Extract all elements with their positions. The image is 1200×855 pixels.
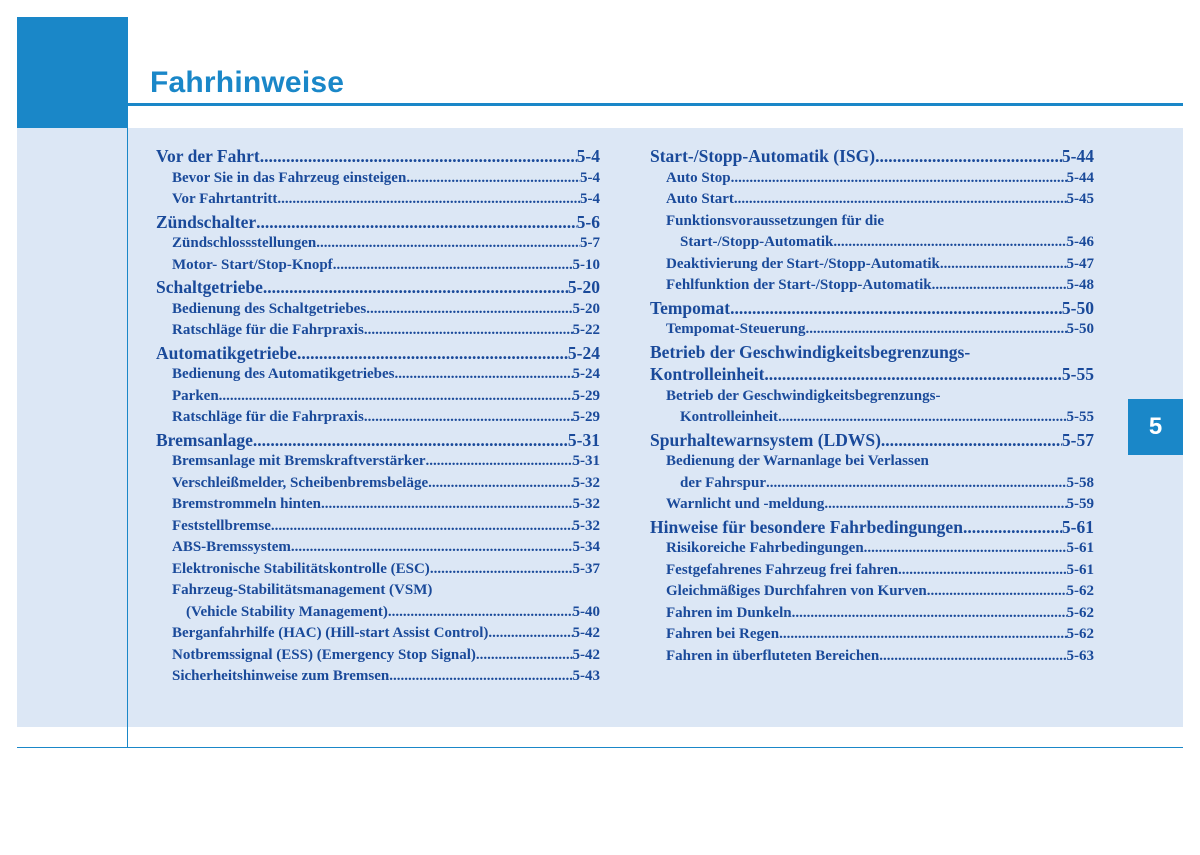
toc-entry-page: 5-4 bbox=[580, 169, 600, 186]
toc-entry-label: Notbremssignal (ESS) (Emergency Stop Signal) bbox=[172, 646, 476, 663]
toc-subsection-entry[interactable] bbox=[650, 319, 1094, 341]
toc-subsection-entry[interactable] bbox=[650, 494, 1094, 516]
toc-entry-label: Start-/Stopp-Automatik bbox=[680, 234, 834, 250]
toc-dot-leader bbox=[297, 342, 568, 365]
toc-dot-leader bbox=[881, 429, 1062, 452]
toc-entry-label: der Fahrspur bbox=[680, 474, 766, 491]
toc-dot-leader bbox=[406, 168, 580, 190]
toc-subsection-entry[interactable] bbox=[650, 254, 1094, 276]
toc-entry-label: Sicherheitshinweise zum Bremsen bbox=[172, 668, 390, 684]
toc-subsection-entry[interactable] bbox=[650, 386, 1094, 408]
toc-entry-label: Fehlfunktion der Start-/Stopp-Automatik bbox=[666, 277, 932, 293]
bottom-divider bbox=[17, 747, 1183, 748]
toc-dot-leader bbox=[778, 407, 1066, 429]
toc-entry-label: Fahren in überfluteten Bereichen bbox=[666, 647, 880, 664]
toc-entry-page: 5-40 bbox=[572, 603, 600, 620]
toc-subsection-entry[interactable] bbox=[650, 560, 1094, 582]
toc-entry-page: 5-32 bbox=[572, 474, 600, 491]
toc-entry-page: 5-4 bbox=[580, 191, 600, 207]
toc-entry-page: 5-42 bbox=[572, 646, 600, 663]
toc-entry-label: Bedienung des Schaltgetriebes bbox=[172, 300, 367, 317]
toc-subsection-entry[interactable] bbox=[650, 581, 1094, 603]
toc-entry-page: 5-29 bbox=[572, 387, 600, 404]
chapter-tab[interactable]: 5 bbox=[1128, 399, 1183, 455]
toc-dot-leader bbox=[366, 299, 572, 321]
toc-dot-leader bbox=[879, 646, 1066, 668]
toc-entry-label: Verschleißmelder, Scheibenbremsbeläge bbox=[172, 474, 429, 491]
toc-entry-page: 5-4 bbox=[576, 146, 600, 166]
toc-subsection-entry[interactable] bbox=[156, 537, 600, 559]
toc-entry-page: 5-62 bbox=[1066, 626, 1094, 642]
toc-entry-label: Zündschalter bbox=[156, 211, 257, 232]
toc-entry-page: 5-50 bbox=[1066, 321, 1094, 337]
toc-entry-page: 5-48 bbox=[1066, 277, 1094, 293]
toc-dot-leader bbox=[333, 255, 573, 277]
toc-entry-page: 5-10 bbox=[572, 256, 600, 273]
toc-subsection-entry[interactable] bbox=[156, 494, 600, 516]
toc-entry-page: 5-32 bbox=[572, 517, 600, 534]
toc-entry-label: Vor Fahrtantritt bbox=[172, 191, 278, 207]
toc-dot-leader bbox=[291, 537, 573, 559]
toc-entry-label: Warnlicht und -meldung bbox=[666, 496, 825, 512]
toc-entry-page: 5-61 bbox=[1066, 540, 1094, 556]
toc-subsection-entry[interactable] bbox=[156, 645, 600, 667]
toc-subsection-entry[interactable] bbox=[650, 211, 1094, 233]
toc-entry-label: Bedienung der Warnanlage bei Verlassen bbox=[666, 453, 929, 469]
toc-dot-leader bbox=[963, 516, 1062, 539]
toc-entry-label: Schaltgetriebe bbox=[156, 277, 263, 297]
toc-section-entry[interactable] bbox=[650, 341, 1094, 364]
toc-entry-page: 5-34 bbox=[572, 539, 600, 555]
toc-entry-label: Feststellbremse bbox=[172, 517, 271, 534]
toc-dot-leader bbox=[388, 602, 573, 624]
toc-entry-label: Deaktivierung der Start-/Stopp-Automatik bbox=[666, 255, 940, 272]
toc-entry-page: 5-50 bbox=[1061, 297, 1094, 318]
toc-dot-leader bbox=[219, 386, 573, 408]
toc-dot-leader bbox=[805, 319, 1066, 341]
toc-entry-page: 5-31 bbox=[567, 429, 600, 450]
toc-subsection-entry[interactable] bbox=[156, 451, 600, 473]
toc-entry-label: Fahren bei Regen bbox=[666, 626, 780, 642]
toc-subsection-entry[interactable] bbox=[156, 233, 600, 255]
toc-entry-label: Gleichmäßiges Durchfahren von Kurven bbox=[666, 583, 927, 599]
toc-subsection-entry[interactable] bbox=[156, 559, 600, 581]
toc-entry-page: 5-62 bbox=[1066, 583, 1094, 599]
toc-entry-page: 5-42 bbox=[572, 625, 600, 641]
toc-entry-page: 5-55 bbox=[1061, 364, 1094, 384]
toc-subsection-entry[interactable] bbox=[156, 189, 600, 211]
toc-section-entry[interactable] bbox=[156, 342, 600, 365]
toc-entry-label: Bevor Sie in das Fahrzeug einsteigen bbox=[172, 169, 407, 186]
toc-entry-label: Spurhaltewarnsystem (LDWS) bbox=[650, 429, 881, 450]
toc-dot-leader bbox=[256, 211, 577, 234]
toc-subsection-entry[interactable] bbox=[650, 624, 1094, 646]
toc-entry-page: 5-63 bbox=[1066, 647, 1094, 664]
toc-subsection-entry[interactable] bbox=[156, 364, 600, 386]
toc-entry-label: Tempomat-Steuerung bbox=[666, 321, 806, 337]
toc-column-left bbox=[156, 145, 600, 688]
toc-dot-leader bbox=[932, 275, 1067, 297]
toc-dot-leader bbox=[764, 363, 1062, 386]
toc-entry-page: 5-61 bbox=[1066, 561, 1094, 578]
toc-entry-label: Betrieb der Geschwindigkeitsbegrenzungs- bbox=[650, 341, 971, 362]
toc-entry-page: 5-6 bbox=[576, 211, 600, 232]
toc-section-entry[interactable] bbox=[156, 211, 600, 234]
toc-subsection-entry[interactable] bbox=[650, 275, 1094, 297]
toc-subsection-entry[interactable] bbox=[156, 666, 600, 688]
toc-entry-page: 5-22 bbox=[572, 322, 600, 338]
toc-subsection-entry[interactable] bbox=[156, 320, 600, 342]
toc-dot-leader bbox=[734, 189, 1067, 211]
toc-entry-label: Bremsanlage bbox=[156, 429, 253, 450]
toc-section-entry[interactable] bbox=[650, 145, 1094, 168]
toc-entry-label: Bremstrommeln hinten bbox=[172, 496, 322, 512]
toc-entry-page: 5-37 bbox=[572, 560, 600, 577]
toc-entry-label: Hinweise für besondere Fahrbedingungen bbox=[650, 516, 963, 537]
toc-entry-page: 5-59 bbox=[1066, 496, 1094, 512]
toc-entry-label: Funktionsvoraussetzungen für die bbox=[666, 212, 885, 229]
toc-entry-page: 5-46 bbox=[1066, 234, 1094, 250]
toc-entry-label: Festgefahrenes Fahrzeug frei fahren bbox=[666, 561, 899, 578]
toc-entry-label: Fahren im Dunkeln bbox=[666, 604, 792, 621]
toc-dot-leader bbox=[476, 645, 573, 667]
toc-dot-leader bbox=[260, 145, 577, 168]
toc-subsection-entry[interactable] bbox=[650, 232, 1094, 254]
toc-dot-leader bbox=[792, 603, 1067, 625]
toc-subsection-entry[interactable] bbox=[650, 451, 1094, 473]
toc-dot-leader bbox=[430, 559, 573, 581]
toc-dot-leader bbox=[395, 364, 573, 386]
toc-subsection-entry[interactable] bbox=[650, 646, 1094, 668]
toc-entry-page: 5-55 bbox=[1066, 409, 1094, 425]
toc-section-entry[interactable] bbox=[156, 429, 600, 452]
header-color-block bbox=[17, 17, 128, 128]
toc-entry-label: Bedienung des Automatikgetriebes bbox=[172, 366, 395, 382]
toc-entry-label: Automatikgetriebe bbox=[156, 342, 297, 363]
toc-section-entry[interactable] bbox=[650, 363, 1094, 386]
toc-entry-page: 5-7 bbox=[580, 235, 600, 251]
toc-dot-leader bbox=[263, 276, 568, 299]
toc-entry-page: 5-20 bbox=[567, 277, 600, 297]
toc-entry-page: 5-44 bbox=[1061, 146, 1094, 166]
toc-subsection-entry[interactable] bbox=[650, 538, 1094, 560]
toc-entry-page: 5-43 bbox=[572, 668, 600, 684]
toc-entry-page: 5-24 bbox=[572, 366, 600, 382]
toc-entry-page: 5-61 bbox=[1061, 516, 1094, 537]
toc-entry-label: ABS-Bremssystem bbox=[172, 539, 291, 555]
toc-entry-label: Risikoreiche Fahrbedingungen bbox=[666, 540, 864, 556]
toc-entry-page: 5-32 bbox=[572, 496, 600, 512]
toc-subsection-entry[interactable] bbox=[650, 168, 1094, 190]
toc-dot-leader bbox=[428, 473, 572, 495]
toc-entry-label: Start-/Stopp-Automatik (ISG) bbox=[650, 146, 876, 166]
title-divider bbox=[128, 103, 1183, 106]
toc-subsection-entry[interactable] bbox=[650, 473, 1094, 495]
toc-subsection-entry[interactable] bbox=[156, 407, 600, 429]
toc-section-entry[interactable] bbox=[156, 276, 600, 299]
toc-entry-label: Ratschläge für die Fahrpraxis bbox=[172, 409, 364, 425]
toc-entry-page: 5-58 bbox=[1066, 474, 1094, 491]
toc-subsection-entry[interactable] bbox=[156, 473, 600, 495]
toc-dot-leader bbox=[898, 560, 1066, 582]
toc-column-right bbox=[650, 145, 1094, 667]
toc-section-entry[interactable] bbox=[650, 297, 1094, 320]
toc-section-entry[interactable] bbox=[156, 145, 600, 168]
toc-dot-leader bbox=[426, 451, 573, 473]
toc-dot-leader bbox=[364, 407, 573, 429]
toc-subsection-entry[interactable] bbox=[650, 603, 1094, 625]
toc-dot-leader bbox=[389, 666, 572, 688]
toc-entry-label: Fahrzeug-Stabilitätsmanagement (VSM) bbox=[172, 582, 433, 598]
toc-entry-label: Motor- Start/Stop-Knopf bbox=[172, 256, 333, 273]
toc-dot-leader bbox=[833, 232, 1066, 254]
toc-dot-leader bbox=[253, 429, 568, 452]
toc-dot-leader bbox=[731, 168, 1067, 190]
toc-entry-label: Ratschläge für die Fahrpraxis bbox=[172, 322, 364, 338]
toc-subsection-entry[interactable] bbox=[156, 386, 600, 408]
toc-entry-page: 5-24 bbox=[567, 342, 600, 363]
toc-dot-leader bbox=[730, 297, 1062, 320]
toc-dot-leader bbox=[779, 624, 1066, 646]
toc-dot-leader bbox=[316, 233, 580, 255]
toc-section-entry[interactable] bbox=[650, 516, 1094, 539]
toc-subsection-entry[interactable] bbox=[156, 602, 600, 624]
toc-dot-leader bbox=[277, 189, 580, 211]
toc-dot-leader bbox=[488, 623, 572, 645]
toc-dot-leader bbox=[766, 473, 1067, 495]
toc-entry-label: Berganfahrhilfe (HAC) (Hill-start Assist Control) bbox=[172, 625, 489, 641]
toc-subsection-entry[interactable] bbox=[650, 189, 1094, 211]
toc-dot-leader bbox=[927, 581, 1067, 603]
toc-subsection-entry[interactable] bbox=[156, 299, 600, 321]
toc-entry-page: 5-20 bbox=[572, 300, 600, 317]
toc-entry-label: Tempomat bbox=[650, 297, 731, 318]
toc-entry-label: Auto Start bbox=[666, 191, 734, 207]
toc-dot-leader bbox=[271, 516, 573, 538]
toc-entry-label: Zündschlossstellungen bbox=[172, 235, 317, 251]
toc-subsection-entry[interactable] bbox=[156, 255, 600, 277]
toc-subsection-entry[interactable] bbox=[156, 516, 600, 538]
toc-subsection-entry[interactable] bbox=[156, 623, 600, 645]
toc-entry-page: 5-45 bbox=[1066, 191, 1094, 207]
toc-entry-label: Betrieb der Geschwindigkeitsbegrenzungs- bbox=[666, 387, 941, 404]
toc-entry-label: Elektronische Stabilitätskontrolle (ESC) bbox=[172, 560, 430, 577]
toc-subsection-entry[interactable] bbox=[156, 168, 600, 190]
toc-entry-page: 5-29 bbox=[572, 409, 600, 425]
toc-entry-page: 5-47 bbox=[1066, 255, 1094, 272]
toc-entry-label: Parken bbox=[172, 387, 219, 404]
toc-section-entry[interactable] bbox=[650, 429, 1094, 452]
toc-dot-leader bbox=[364, 320, 573, 342]
toc-dot-leader bbox=[940, 254, 1067, 276]
toc-entry-label: (Vehicle Stability Management) bbox=[186, 603, 388, 620]
toc-entry-label: Kontrolleinheit bbox=[680, 409, 779, 425]
margin-divider bbox=[127, 128, 128, 748]
toc-entry-page: 5-57 bbox=[1061, 429, 1094, 450]
toc-subsection-entry[interactable] bbox=[156, 580, 600, 602]
toc-entry-page: 5-62 bbox=[1066, 604, 1094, 621]
toc-entry-label: Auto Stop bbox=[666, 169, 731, 186]
toc-dot-leader bbox=[875, 145, 1062, 168]
toc-subsection-entry[interactable] bbox=[650, 407, 1094, 429]
toc-entry-label: Kontrolleinheit bbox=[650, 364, 765, 384]
toc-entry-label: Vor der Fahrt bbox=[156, 146, 260, 166]
toc-dot-leader bbox=[864, 538, 1067, 560]
toc-dot-leader bbox=[321, 494, 572, 516]
toc-entry-page: 5-31 bbox=[572, 453, 600, 469]
page-title: Fahrhinweise bbox=[150, 66, 345, 99]
toc-entry-page: 5-44 bbox=[1066, 169, 1094, 186]
toc-dot-leader bbox=[824, 494, 1066, 516]
toc-entry-label: Bremsanlage mit Bremskraftverstärker bbox=[172, 453, 426, 469]
